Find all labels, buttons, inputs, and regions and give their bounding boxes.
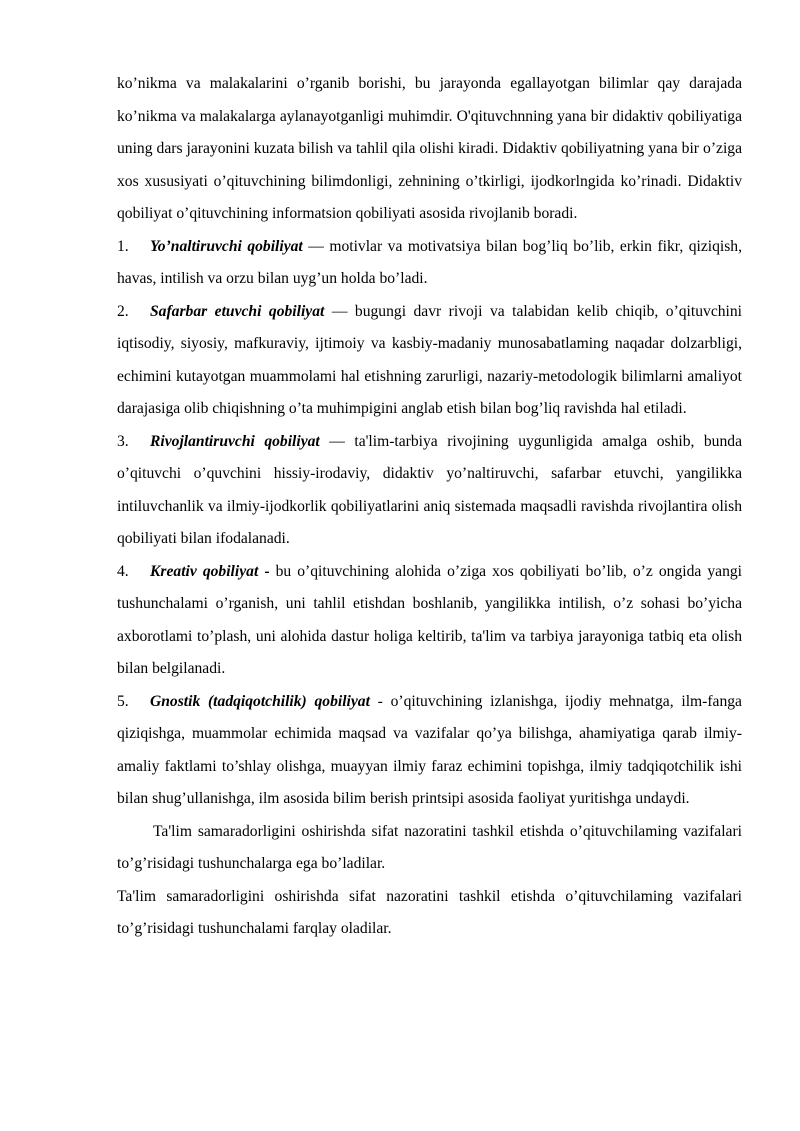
list-item-separator: — [319,432,355,450]
list-item-number: 3. [117,432,129,450]
list-item-term: Rivojlantiruvchi qobiliyat [150,432,320,450]
list-item-5 [117,686,742,816]
list-item-number: 5. [117,692,129,710]
closing-paragraph-2: Ta'lim samaradorligini oshirishda sifat nazoratini tashkil etishda o’qituvchilaming vazifalari to’g’risidagi tushunchalami farqlay oladilar. [117,887,742,937]
list-item-text: bu o’qituvchining alohida o’ziga xos qobiliyati bo’lib, o’z ongida yangi tushunchalami o’rganish, uni tahlil etishdan boshlanib, yangilikka intilish, o’z sohasi bo’yicha axborotlami to’plash, uni alohida dastur holiga keltirib, ta'lim va tarbiya jarayoniga tatbiq eta olish bilan belgilanadi. [117,562,742,677]
list-item-separator: — [302,237,330,255]
list-item-number: 4. [117,562,129,580]
intro-paragraph: ko’nikma va malakalarini o’rganib borishi, bu jarayonda egallayotgan bilimlar qay darajada ko’nikma va malakalarga aylanayotganligi muhimdir. O'qituvchnning yana bir didaktiv qobiliyatiga uning dars jarayonini kuzata bilish va tahlil qila olishi kiradi. Didaktiv qobiliyatning yana bir o’ziga xos xususiyati o’qituvchining bilimdonligi, zehnining o’tkirligi, ijodkorlngida ko’rinadi. Didaktiv qobiliyat o’qituvchining informatsion qobiliyati asosida rivojlanib boradi. [117,75,742,222]
list-item-separator: - [258,562,276,580]
list-item-term: Yo’naltiruvchi qobiliyat [150,237,303,255]
list-item-text: bugungi davr rivoji va talabidan kelib chiqib, o’qituvchini iqtisodiy, siyosiy, mafkuraviy, ijtimoiy va kasbiy-madaniy munosabatlaming naqadar dolzarbligi, echimini kutayotgan muammolami hal etishning zarurligi, nazariy-metodologik bilimlarni amaliyot darajasiga olib chiqishning o’ta muhimpigini anglab etish bilan bog’liq ravishda hal etiladi. [117,302,742,417]
closing-paragraph-1: Ta'lim samaradorligini oshirishda sifat nazoratini tashkil etishda o’qituvchilaming vazifalari to’g’risidagi tushunchalarga ega bo’ladilar. [117,822,742,872]
list-item-text: motivlar va motivatsiya bilan bog’liq bo’lib, erkin fikr, qiziqish, havas, intilish va orzu bilan uyg’un holda bo’ladi. [117,237,742,287]
list-item-number: 1. [117,237,129,255]
list-item-term: Gnostik (tadqiqotchilik) qobiliyat [150,692,370,710]
list-item-text: o’qituvchining izlanishga, ijodiy mehnatga, ilm-fanga qiziqishga, muammolar echimida maqsad va vazifalar qo’ya bilishga, ahamiyatiga qarab ilmiy-amaliy faktlami to’shlay olishga, muayyan ilmiy faraz echimini topishga, ilmiy tadqiqotchilik ishi bilan shug’ullanishga, ilm asosida bilim berish printsipi asosida faoliyat yuritishga undaydi. [117,692,742,807]
document-page [117,68,742,946]
list-item-separator: — [324,302,355,320]
list-item-4 [117,556,742,686]
list-item-2 [117,296,742,426]
list-item-term: Safarbar etuvchi qobiliyat [150,302,325,320]
list-item-term: Kreativ qobiliyat [150,562,259,580]
list-item-1 [117,231,742,296]
list-item-text: ta'lim-tarbiya rivojining uygunligida amalga oshib, bunda o’qituvchi o’quvchini hissiy-irodaviy, didaktiv yo’naltiruvchi, safarbar etuvchi, yangilikka intiluvchanlik va ilmiy-ijodkorlik qobiliyatlarini aniq sistemada maqsadli ravishda rivojlantira olish qobiliyati bilan ifodalanadi. [117,432,742,547]
list-item-3 [117,426,742,556]
list-item-number: 2. [117,302,129,320]
list-item-separator: - [369,692,391,710]
